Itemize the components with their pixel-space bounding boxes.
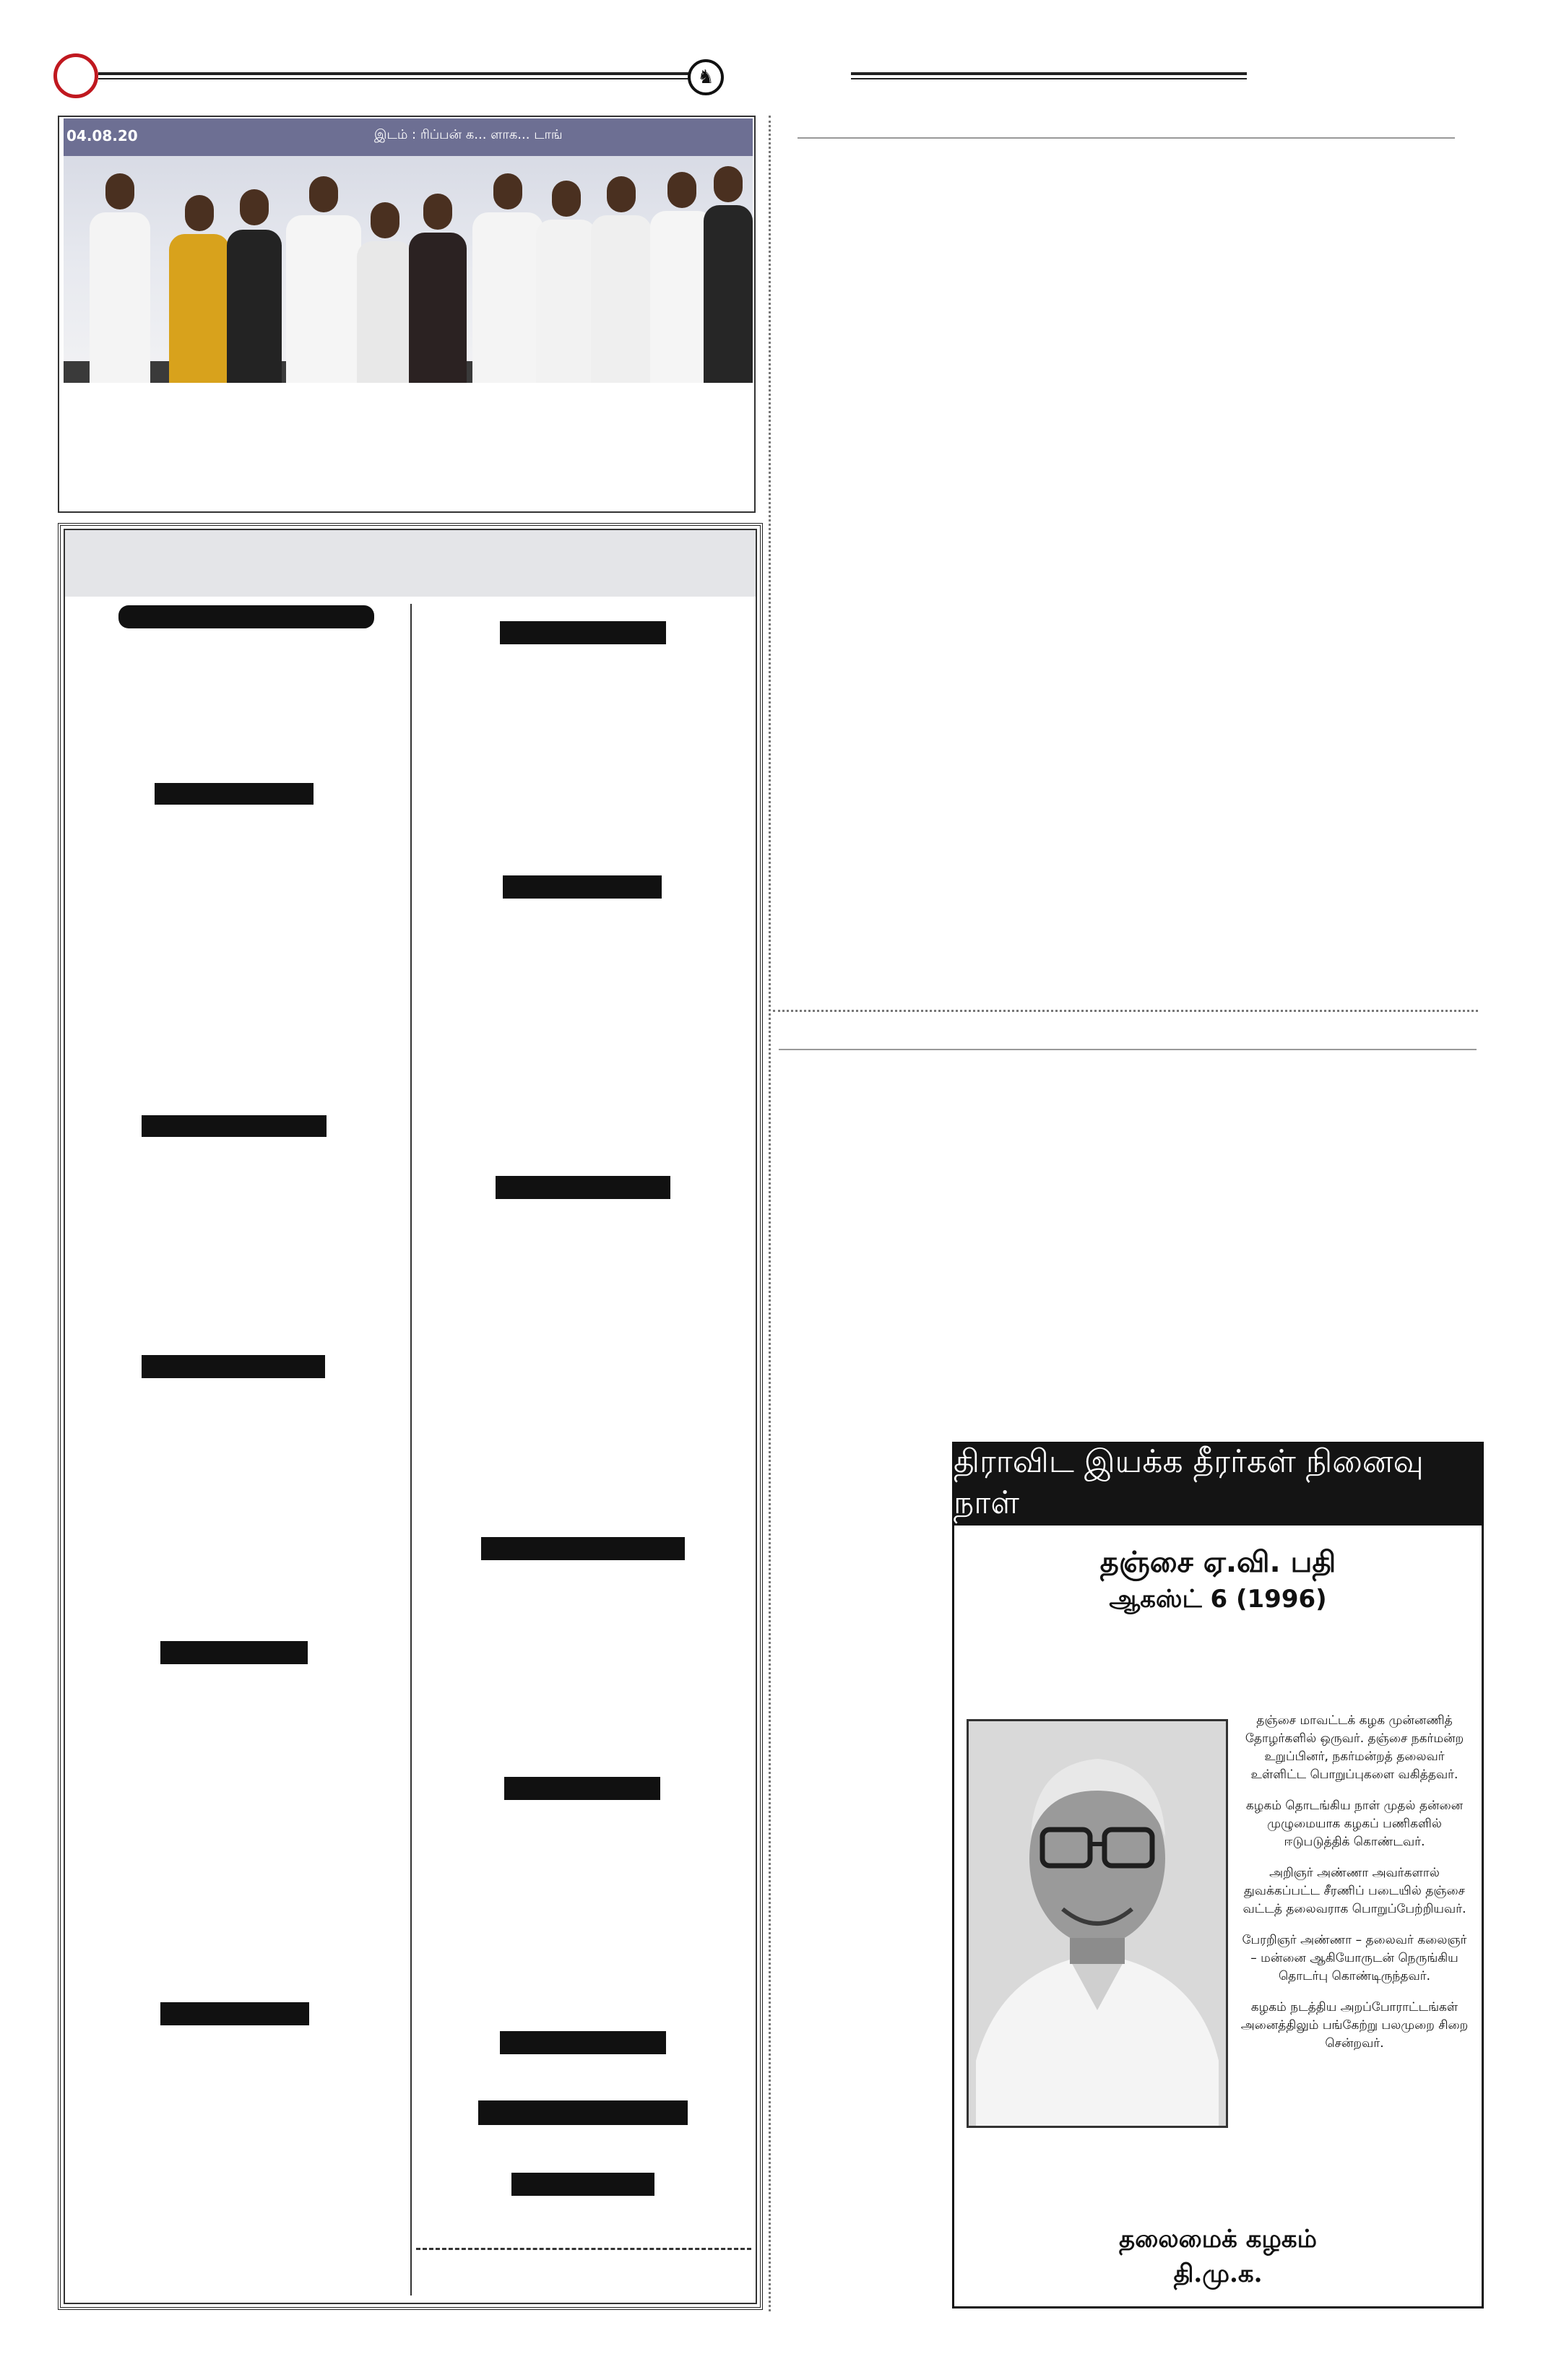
redacted-heading [496, 1176, 670, 1199]
column-separator [769, 116, 771, 2311]
redacted-heading [142, 1115, 327, 1137]
memorial-bio-paragraph: அறிஞர் அண்ணா அவர்களால் துவக்கப்பட்ட சீரணிப் படையில் தஞ்சை வட்டத் தலைவராக பொறுப்பேற்றியவர். [1242, 1866, 1466, 1916]
memorial-name: தஞ்சை ஏ.வி. பதி [1099, 1546, 1336, 1579]
memorial-bio-paragraph: கழகம் தொடங்கிய நாள் முதல் தன்னை முழுமையாக கழகப் பணிகளில் ஈடுபடுத்திக் கொண்டவர். [1245, 1799, 1464, 1849]
party-emblem-icon: ♞ [688, 59, 724, 95]
redacted-heading [504, 1777, 660, 1800]
memorial-bio-paragraph: தஞ்சை மாவட்டக் கழக முன்னணித் தோழர்களில் ஒருவர். தஞ்சை நகர்மன்ற உறுப்பினர், நகர்மன்றத் தலைவர் உள்ளிட்ட பொறுப்புகளை வகித்தவர். [1245, 1713, 1464, 1782]
memorial-portrait [967, 1719, 1228, 2128]
redacted-heading [500, 621, 666, 644]
header-rule-right [851, 72, 1247, 79]
redacted-heading [503, 875, 662, 899]
memorial-date: ஆகஸ்ட் 6 (1996) [1109, 1585, 1327, 1614]
memorial-bio-paragraph: கழகம் நடத்திய அறப்போராட்டங்கள் அனைத்திலும் பங்கேற்று பலமுறை சிறை சென்றவர். [1240, 2000, 1469, 2051]
event-photo [64, 118, 753, 383]
redacted-heading [160, 1641, 308, 1664]
memorial-biography [1238, 1712, 1471, 2066]
news-bottom-rule [416, 2248, 751, 2250]
memorial-bio-paragraph: பேரறிஞர் அண்ணா – தலைவர் கலைஞர் – மன்னை ஆகியோருடன் நெருங்கிய தொடர்பு கொண்டிருந்தவர். [1242, 1933, 1467, 1983]
header-logo-circle [53, 53, 98, 98]
news-column-divider [410, 604, 412, 2295]
photo-person [699, 166, 753, 383]
memorial-banner: திராவிட இயக்க தீரர்கள் நினைவு நாள் [954, 1443, 1482, 1526]
redacted-heading [478, 2100, 688, 2125]
redacted-heading [500, 2031, 666, 2054]
redacted-heading [118, 605, 374, 628]
redacted-heading [142, 1355, 325, 1378]
photo-person [84, 173, 156, 383]
redacted-heading [481, 1537, 685, 1560]
redacted-heading [160, 2002, 309, 2025]
right-middle-rule [779, 1049, 1477, 1050]
redacted-heading [155, 783, 314, 805]
right-section-separator [773, 1010, 1478, 1012]
right-top-rule [798, 137, 1455, 139]
memorial-footer-party: தி.மு.க. [1173, 2259, 1263, 2288]
photo-person [403, 194, 472, 383]
memorial-footer-org: தலைமைக் கழகம் [1119, 2225, 1317, 2254]
photo-banner-place: இடம் : ரிப்பன் க... ளாக... டாங் [374, 127, 563, 142]
news-digest-header [65, 530, 756, 597]
header-rule-left [98, 72, 689, 79]
photo-banner-date: 04.08.20 [66, 127, 138, 144]
redacted-heading [511, 2173, 654, 2196]
photo-person [220, 189, 289, 383]
